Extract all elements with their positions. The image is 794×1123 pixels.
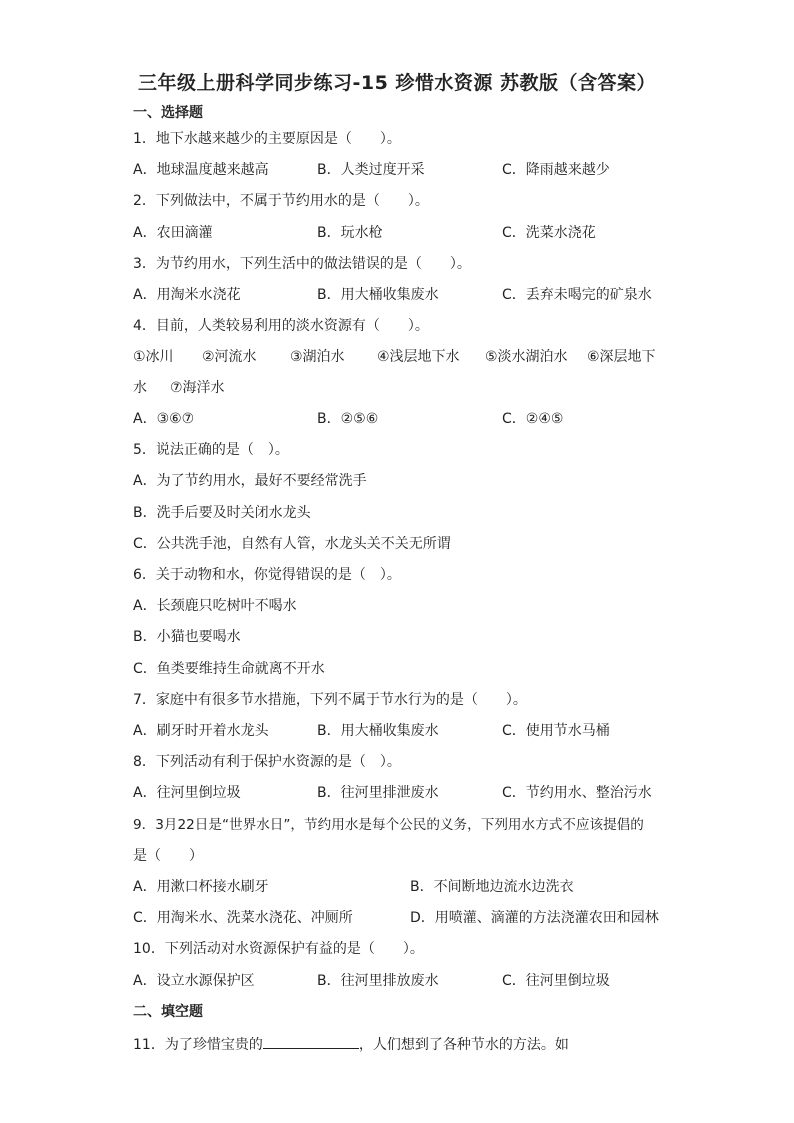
question-9-option-c: C．用淘米水、洗菜水浇花、冲厕所 [133,910,353,926]
question-11-text-before: 11．为了珍惜宝贵的 [133,1037,263,1053]
question-4-stem: 4．目前，人类较易利用的淡水资源有（ ）。 [133,318,429,334]
question-1-option-a: A．地球温度越来越高 [133,162,269,178]
question-10-option-b: B．往河里排放废水 [317,973,439,989]
section-heading-fill-blank: 二、填空题 [133,1004,203,1020]
question-4-item-1: ①冰川 [133,349,174,365]
question-8-option-a: A．往河里倒垃圾 [133,785,241,801]
question-4-item-6: ⑥深层地下 [587,349,656,365]
question-2-option-b: B．玩水枪 [317,225,383,241]
question-11-text-after: ，人们想到了各种节水的方法。如 [358,1037,569,1053]
question-2-option-a: A．农田滴灌 [133,225,213,241]
question-9-stem: 9．3月22日是“世界水日”，节约用水是每个公民的义务，下列用水方式不应该提倡的 [133,817,644,833]
question-9-option-a: A．用漱口杯接水刷牙 [133,879,269,895]
question-1-stem: 1．地下水越来越少的主要原因是（ ）。 [133,131,401,147]
question-6-option-c: C．鱼类要维持生命就离不开水 [133,661,325,677]
question-7-option-b: B．用大桶收集废水 [317,723,439,739]
question-3-stem: 3．为节约用水，下列生活中的做法错误的是（ ）。 [133,256,471,272]
question-6-option-a: A．长颈鹿只吃树叶不喝水 [133,598,297,614]
question-2-stem: 2．下列做法中，不属于节约用水的是（ ）。 [133,193,429,209]
question-4-option-c: C．②④⑤ [502,411,564,427]
question-3-option-b: B．用大桶收集废水 [317,287,439,303]
question-8-option-b: B．往河里排泄废水 [317,785,439,801]
section-heading-choice: 一、选择题 [133,105,203,121]
question-5-stem: 5．说法正确的是（ ）。 [133,442,289,458]
question-4-item-7: ⑦海洋水 [170,380,225,396]
question-4-item-3: ③湖泊水 [290,349,345,365]
question-5-option-b: B．洗手后要及时关闭水龙头 [133,505,311,521]
question-1-option-b: B．人类过度开采 [317,162,425,178]
question-9-stem-continued: 是（ ） [133,848,203,864]
question-7-option-c: C．使用节水马桶 [502,723,610,739]
question-5-option-c: C．公共洗手池，自然有人管，水龙头关不关无所谓 [133,536,451,552]
question-9-option-d: D．用喷灌、滴灌的方法浇灌农田和园林 [410,910,659,926]
question-4-item-4: ④浅层地下水 [377,349,460,365]
question-10-stem: 10．下列活动对水资源保护有益的是（ ）。 [133,941,424,957]
question-11-blank[interactable] [263,1034,359,1049]
question-3-option-a: A．用淘米水浇花 [133,287,241,303]
question-4-item-2: ②河流水 [202,349,257,365]
question-11 [133,1034,569,1054]
question-7-stem: 7．家庭中有很多节水措施，下列不属于节水行为的是（ ）。 [133,692,527,708]
question-1-option-c: C．降雨越来越少 [502,162,610,178]
question-8-stem: 8．下列活动有利于保护水资源的是（ ）。 [133,754,401,770]
question-4-item-6-wrap: 水 [133,380,147,396]
question-8-option-c: C．节约用水、整治污水 [502,785,652,801]
question-9-option-b: B．不间断地边流水边洗衣 [410,879,574,895]
question-10-option-c: C．往河里倒垃圾 [502,973,610,989]
question-7-option-a: A．刷牙时开着水龙头 [133,723,269,739]
question-4-option-a: A．③⑥⑦ [133,411,195,427]
question-10-option-a: A．设立水源保护区 [133,973,255,989]
question-3-option-c: C．丢弃未喝完的矿泉水 [502,287,652,303]
question-2-option-c: C．洗菜水浇花 [502,225,596,241]
question-6-stem: 6．关于动物和水，你觉得错误的是（ ）。 [133,567,401,583]
document-title: 三年级上册科学同步练习-15 珍惜水资源 苏教版（含答案） [137,72,657,94]
question-6-option-b: B．小猫也要喝水 [133,629,241,645]
question-4-item-5: ⑤淡水湖泊水 [485,349,568,365]
question-5-option-a: A．为了节约用水，最好不要经常洗手 [133,473,367,489]
question-4-option-b: B．②⑤⑥ [317,411,379,427]
